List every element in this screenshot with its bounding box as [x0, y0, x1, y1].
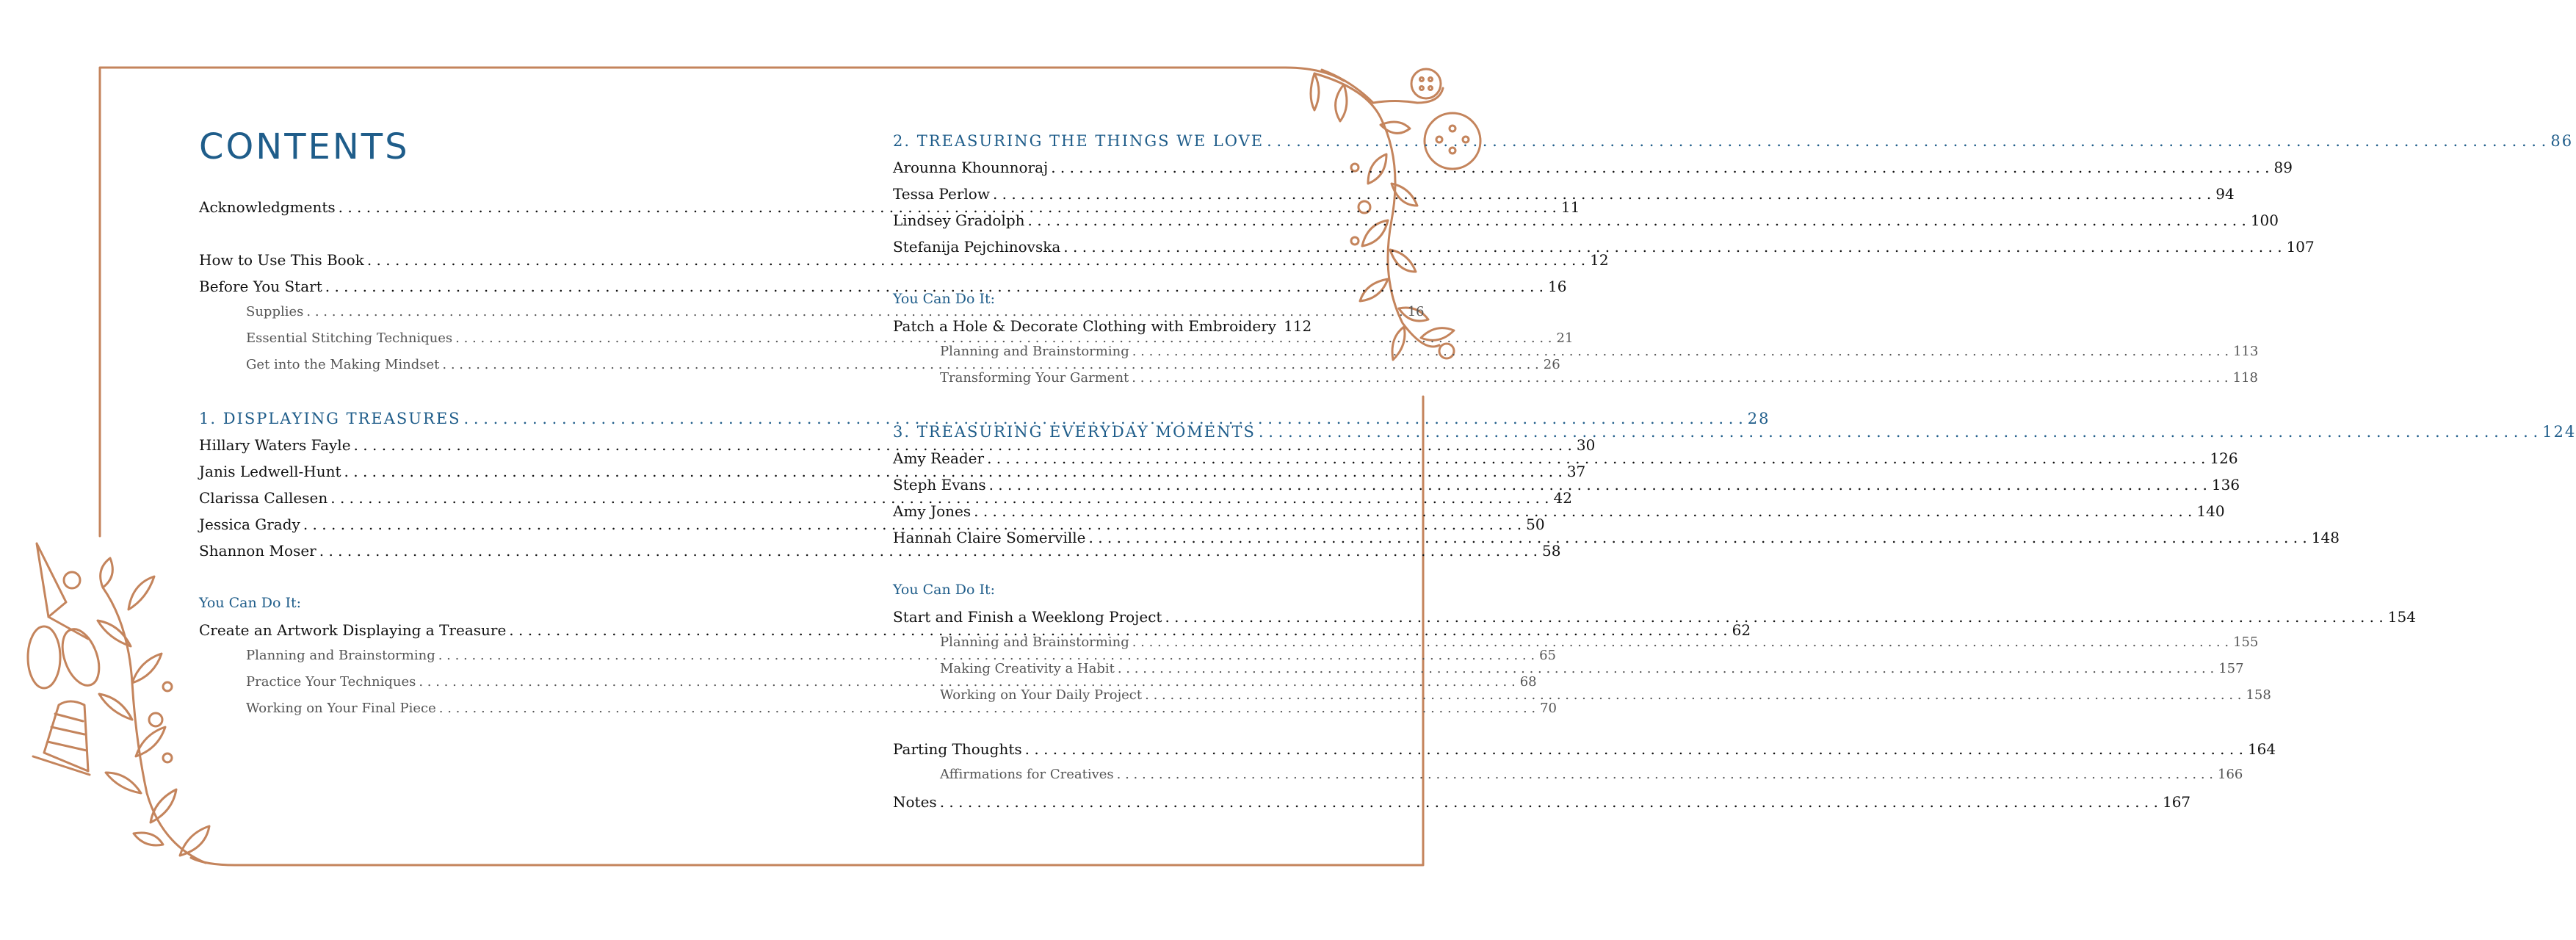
toc-page-number: 148 — [2311, 529, 2340, 546]
toc-entry-label: Transforming Your Garment — [940, 370, 1129, 386]
dot-leader — [1028, 212, 2246, 229]
toc-page-number: 30 — [1576, 436, 1596, 454]
dot-leader — [1259, 423, 2538, 441]
toc-entry-row — [893, 159, 2293, 185]
toc-page-number: 70 — [1540, 701, 1557, 716]
dot-leader — [993, 185, 2211, 203]
toc-entry-label: Planning and Brainstorming — [940, 634, 1129, 650]
toc-heading-row — [893, 291, 1301, 317]
toc-entry-label: Working on Your Final Piece — [246, 701, 436, 716]
toc-page-number: 126 — [2210, 449, 2238, 467]
toc-entry-label: How to Use This Book — [199, 251, 364, 269]
toc-page-number: 62 — [1732, 621, 1751, 639]
thimble-icon — [33, 701, 90, 775]
dot-leader — [1117, 767, 2213, 782]
toc-page-number: 11 — [1560, 198, 1580, 216]
dot-leader — [1063, 238, 2282, 256]
toc-page-number: 68 — [1519, 674, 1537, 690]
toc-entry-label: Making Creativity a Habit — [940, 661, 1115, 676]
toc-entry-label: Lindsey Gradolph — [893, 212, 1025, 229]
dot-leader — [1118, 661, 2214, 676]
toc-page-number: 113 — [2233, 344, 2259, 359]
toc-page-number: 124 — [2542, 423, 2576, 441]
toc-entry-label: Amy Reader — [893, 449, 985, 467]
button-icon — [1411, 69, 1480, 169]
toc-entry-label: You Can Do It: — [199, 595, 302, 611]
toc-entry-label: Before You Start — [199, 278, 322, 295]
toc-page-number: 28 — [1747, 410, 1770, 427]
dot-leader — [940, 793, 2158, 811]
toc-entry-row — [893, 212, 2279, 238]
toc-sub-row — [940, 767, 2243, 793]
toc-entry-label: Planning and Brainstorming — [246, 648, 435, 663]
toc-page-number: 50 — [1526, 516, 1545, 533]
toc-page-number: 26 — [1543, 357, 1560, 372]
toc-entry-label: Amy Jones — [893, 502, 972, 520]
toc-entry-label: Parting Thoughts — [893, 740, 1022, 758]
toc-entry-label: Jessica Grady — [199, 516, 300, 533]
toc-entry-label: Practice Your Techniques — [246, 674, 416, 690]
dot-leader — [1051, 159, 2269, 176]
toc-entry-label: Tessa Perlow — [893, 185, 990, 203]
toc-page-number: 100 — [2250, 212, 2279, 229]
toc-page-number: 155 — [2233, 634, 2259, 650]
toc-page-number: 12 — [1590, 251, 1609, 269]
toc-entry-row — [199, 542, 1561, 568]
dot-leader — [1132, 344, 2229, 359]
toc-entry-label: Janis Ledwell-Hunt — [199, 463, 341, 480]
toc-page-number: 118 — [2232, 370, 2258, 386]
toc-page-number: 157 — [2218, 661, 2244, 676]
dot-leader — [1132, 634, 2229, 650]
toc-page-number: 136 — [2211, 476, 2240, 494]
dot-leader — [987, 449, 2205, 467]
toc-entry-row — [199, 251, 1609, 278]
toc-entry-label: Notes — [893, 793, 937, 811]
toc-entry-label: Start and Finish a Weeklong Project — [893, 608, 1162, 626]
dot-leader — [1132, 370, 2228, 386]
toc-page-number: 94 — [2215, 185, 2235, 203]
toc-entry-label: 3. TREASURING EVERYDAY MOMENTS — [893, 423, 1256, 441]
toc-entry-label: Essential Stitching Techniques — [246, 330, 453, 346]
toc-page-number: 21 — [1556, 330, 1574, 346]
toc-entry-label: You Can Do It: — [893, 291, 996, 307]
toc-heading-row — [199, 595, 607, 621]
toc-page-number: 89 — [2273, 159, 2293, 176]
toc-page-number: 86 — [2550, 132, 2574, 150]
toc-page-number: 65 — [1539, 648, 1556, 663]
toc-entry-label: Hillary Waters Fayle — [199, 436, 351, 454]
toc-page-number: 154 — [2387, 608, 2416, 626]
toc-page-number: 16 — [1407, 304, 1425, 319]
toc-sub-row — [940, 370, 2258, 397]
toc-entry-label: Create an Artwork Displaying a Treasure — [199, 621, 507, 639]
toc-entry-label: Get into the Making Mindset — [246, 357, 440, 372]
toc-page-number: 158 — [2246, 687, 2271, 703]
toc-entry-label: Shannon Moser — [199, 542, 316, 560]
dot-leader — [1267, 132, 2546, 150]
toc-entry-label: Patch a Hole & Decorate Clothing with Embroidery — [893, 317, 1277, 335]
toc-entry-label: Working on Your Daily Project — [940, 687, 1143, 703]
toc-entry-label: 1. DISPLAYING TREASURES — [199, 410, 461, 427]
toc-page-number: 164 — [2247, 740, 2276, 758]
toc-entry-label: Steph Evans — [893, 476, 986, 494]
toc-entry-row — [893, 740, 2276, 767]
dot-leader — [1025, 740, 2243, 758]
toc-heading-row — [893, 582, 1301, 608]
page-title: CONTENTS — [199, 126, 410, 167]
toc-entry-label: Clarissa Callesen — [199, 489, 328, 507]
dot-leader — [974, 502, 2192, 520]
toc-entry-label: Hannah Claire Somerville — [893, 529, 1086, 546]
toc-entry-label: Affirmations for Creatives — [940, 767, 1114, 782]
toc-page-number: 166 — [2218, 767, 2243, 782]
dot-leader — [989, 476, 2207, 494]
toc-sub-row — [246, 701, 1557, 727]
toc-entry-row — [893, 317, 1312, 344]
scissors-icon — [28, 543, 106, 690]
toc-page-number: 107 — [2286, 238, 2315, 256]
toc-entry-label: Acknowledgments — [199, 198, 336, 216]
toc-page-number: 167 — [2162, 793, 2191, 811]
dot-leader — [1145, 687, 2241, 703]
toc-page-number: 112 — [1284, 317, 1312, 335]
toc-entry-label: You Can Do It: — [893, 582, 996, 598]
toc-page-number: 16 — [1548, 278, 1567, 295]
toc-entry-label: Planning and Brainstorming — [940, 344, 1129, 359]
toc-entry-label: Arounna Khounnoraj — [893, 159, 1049, 176]
toc-page-number: 42 — [1553, 489, 1572, 507]
toc-entry-label: Stefanija Pejchinovska — [893, 238, 1061, 256]
toc-chapter-row — [893, 132, 2574, 159]
toc-page-number: 58 — [1542, 542, 1561, 560]
toc-entry-row — [893, 793, 2191, 820]
toc-entry-label: 2. TREASURING THE THINGS WE LOVE — [893, 132, 1265, 150]
dot-leader — [1165, 608, 2383, 626]
dot-leader — [1089, 529, 2307, 546]
toc-entry-label: Supplies — [246, 304, 304, 319]
toc-page-number: 37 — [1566, 463, 1586, 480]
toc-page-number: 140 — [2196, 502, 2225, 520]
